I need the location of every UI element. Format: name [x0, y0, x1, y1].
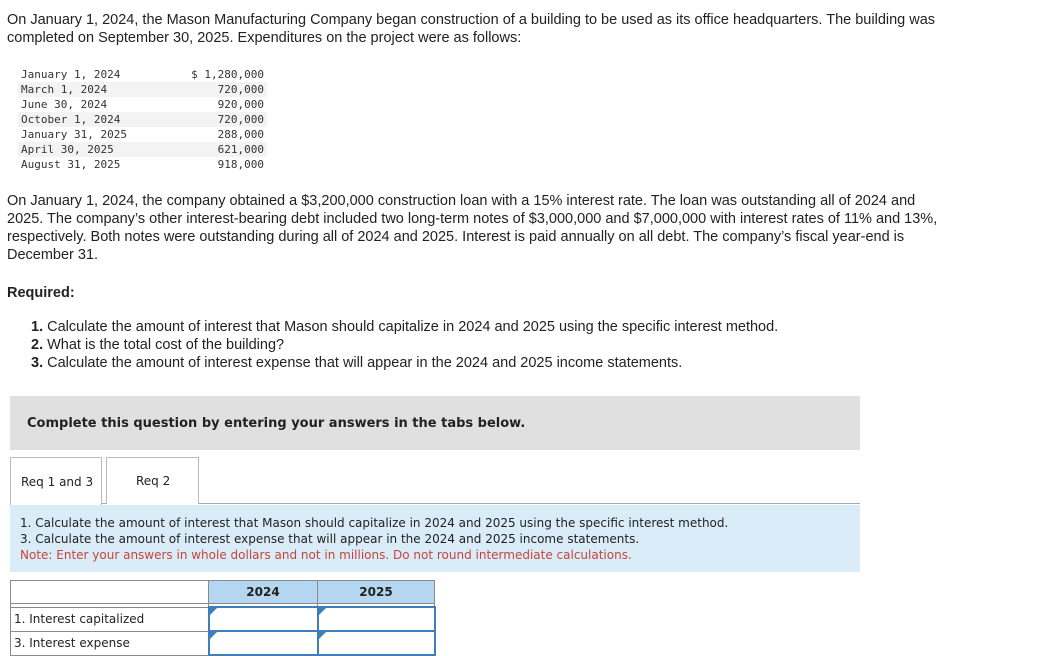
header-blank: [11, 581, 209, 604]
list-item: [31, 336, 931, 354]
table-row: [18, 82, 267, 97]
table-row: [11, 631, 435, 655]
required-heading: Required:: [7, 285, 75, 301]
instruction-banner: [10, 396, 860, 450]
requirement-number: 1.: [31, 319, 44, 335]
requirement-text: Calculate the amount of interest that Mason should capitalize in 2024 and 2025 using the specific interest method.: [43, 319, 779, 335]
column-header-2025: 2025: [318, 581, 435, 604]
expenditure-date: August 31, 2025: [21, 158, 121, 171]
table-row: [18, 142, 267, 157]
expenditure-amount: 920,000: [217, 98, 264, 111]
tab-req-1-and-3[interactable]: [10, 457, 102, 505]
expenditure-amount: 720,000: [181, 112, 267, 127]
expenditure-amount: 621,000: [181, 142, 267, 157]
interest-expense-2024-input[interactable]: [210, 632, 317, 654]
loan-paragraph: On January 1, 2024, the company obtained a $3,200,000 construction loan with a 15% interest rate. The loan was outstanding all of 2024 and 2025. The company’s other interest-bearing debt included two long-term notes of $3,000,000 and $7,000,000 with interest rates of 11% and 13%, respectively. Both notes were outstanding during all of 2024 and 2025. Interest is paid annually on all debt. The company’s fiscal year-end is December 31.: [7, 193, 938, 263]
tab-label: Req 1 and 3: [21, 474, 94, 489]
table-row: [18, 67, 267, 82]
expenditure-date: April 30, 2025: [18, 142, 181, 157]
requirement-number: 3.: [31, 355, 44, 371]
interest-expense-2025-input[interactable]: [319, 632, 434, 654]
column-header-2024: 2024: [209, 581, 318, 604]
interest-capitalized-2024-input[interactable]: [210, 608, 317, 630]
requirement-text: Calculate the amount of interest expense that will appear in the 2024 and 2025 income statements.: [43, 355, 683, 371]
interest-capitalized-2025-input[interactable]: [319, 608, 434, 630]
expenditure-amount: $ 1,280,000: [191, 68, 264, 81]
expenditure-amount: 288,000: [217, 128, 264, 141]
list-item: [31, 354, 931, 372]
banner-text: Complete this question by entering your answers in the tabs below.: [27, 415, 526, 431]
table-row: [18, 112, 267, 127]
requirement-number: 2.: [31, 337, 44, 353]
tab-label: Req 2: [136, 474, 171, 488]
table-row: [18, 157, 267, 172]
requirements-list: [31, 318, 931, 372]
table-row: [18, 97, 267, 112]
instruction-line-3: 3. Calculate the amount of interest expense that will appear in the 2024 and 2025 income statements.: [20, 532, 640, 546]
instruction-line-1: 1. Calculate the amount of interest that Mason should capitalize in 2024 and 2025 using the specific interest method.: [20, 516, 729, 530]
expenditure-date: January 1, 2024: [21, 68, 121, 81]
list-item: [31, 318, 931, 336]
intro-paragraph: On January 1, 2024, the Mason Manufacturing Company began construction of a building to be used as its office headquarters. The building was completed on September 30, 2025. Expenditures on the project were as follows:: [7, 12, 936, 46]
row-label-interest-expense: 3. Interest expense: [11, 631, 209, 655]
table-row: [18, 127, 267, 142]
expenditure-amount: 720,000: [181, 82, 267, 97]
requirement-text: What is the total cost of the building?: [43, 337, 285, 353]
table-row: [11, 607, 435, 631]
expenditure-date: March 1, 2024: [18, 82, 181, 97]
instruction-note: Note: Enter your answers in whole dollars and not in millions. Do not round intermediate calculations.: [20, 548, 632, 562]
tab-instructions: [10, 505, 860, 572]
expenditures-table: [18, 67, 267, 172]
expenditure-amount: 918,000: [217, 158, 264, 171]
answer-table: [10, 580, 436, 656]
tab-req-2[interactable]: [106, 457, 199, 504]
expenditure-date: October 1, 2024: [18, 112, 181, 127]
expenditure-date: June 30, 2024: [21, 98, 108, 111]
row-label-interest-capitalized: 1. Interest capitalized: [11, 607, 209, 631]
expenditure-date: January 31, 2025: [21, 128, 127, 141]
